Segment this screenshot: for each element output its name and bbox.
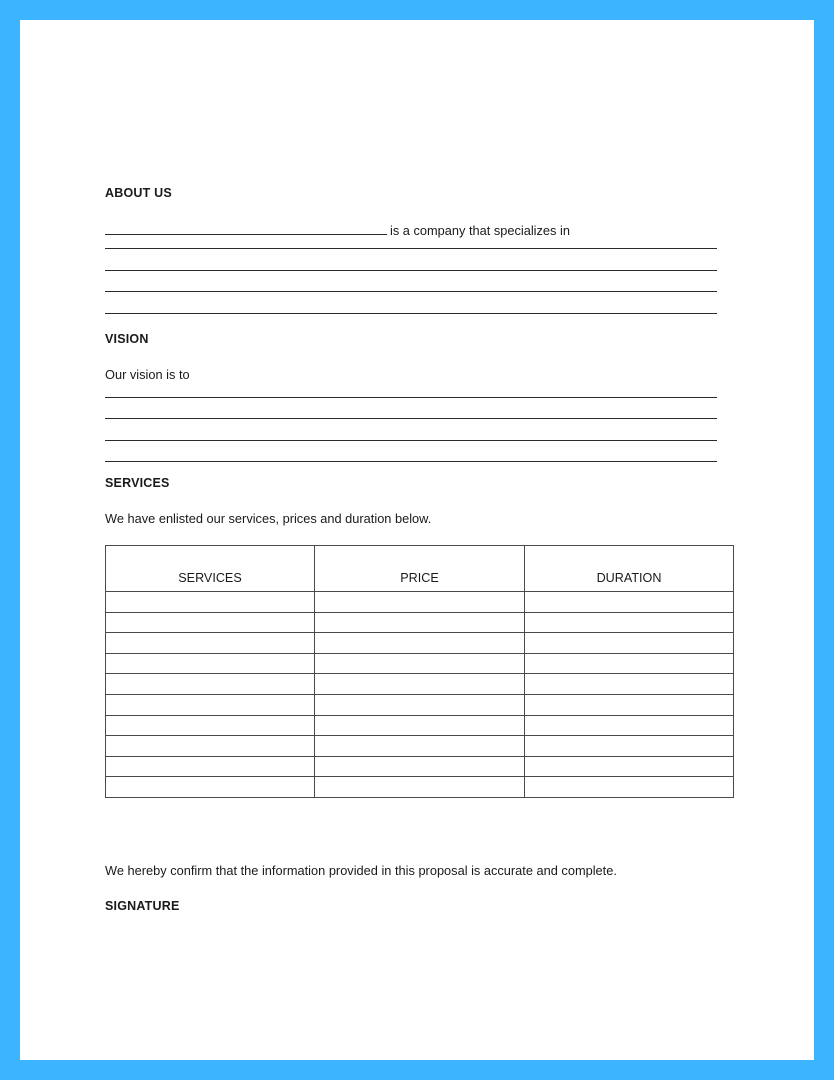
services-table-body: [106, 592, 734, 798]
table-row: [106, 592, 734, 613]
table-cell[interactable]: [315, 633, 525, 654]
table-cell[interactable]: [106, 633, 315, 654]
spacer: [105, 880, 735, 898]
table-cell[interactable]: [106, 736, 315, 757]
table-cell[interactable]: [525, 612, 734, 633]
table-cell[interactable]: [315, 777, 525, 798]
table-cell[interactable]: [106, 592, 315, 613]
vision-heading: VISION: [105, 331, 149, 346]
spacer: [105, 462, 735, 475]
company-name-blank-field[interactable]: [105, 221, 387, 235]
table-cell[interactable]: [315, 592, 525, 613]
table-row: [106, 736, 734, 757]
table-cell[interactable]: [525, 592, 734, 613]
spacer: [105, 419, 735, 440]
table-cell[interactable]: [106, 612, 315, 633]
services-section: [105, 475, 735, 798]
table-cell[interactable]: [106, 653, 315, 674]
table-cell[interactable]: [315, 612, 525, 633]
table-cell[interactable]: [315, 736, 525, 757]
confirmation-statement: We hereby confirm that the information provided in this proposal is accurate and complete.: [105, 862, 617, 878]
table-cell[interactable]: [315, 653, 525, 674]
spacer: [105, 271, 735, 292]
table-row: [106, 694, 734, 715]
spacer: [105, 398, 735, 419]
about-us-writing-lines: [105, 248, 735, 314]
table-cell[interactable]: [106, 756, 315, 777]
table-row: [106, 633, 734, 654]
table-cell[interactable]: [315, 756, 525, 777]
table-row: [106, 715, 734, 736]
signature-heading: SIGNATURE: [105, 898, 180, 913]
spacer: [105, 347, 735, 366]
column-header-duration: DURATION: [525, 546, 734, 592]
about-us-section: [105, 185, 735, 314]
spacer: [105, 201, 735, 221]
table-row: [106, 653, 734, 674]
table-cell[interactable]: [315, 694, 525, 715]
table-cell[interactable]: [315, 674, 525, 695]
about-us-sentence: [105, 221, 735, 240]
table-cell[interactable]: [525, 715, 734, 736]
table-cell[interactable]: [315, 715, 525, 736]
table-header-row: [106, 546, 734, 592]
spacer: [105, 384, 735, 397]
table-row: [106, 756, 734, 777]
about-us-sentence-tail: is a company that specializes in: [390, 223, 570, 238]
document-content: [105, 185, 735, 914]
spacer: [105, 798, 735, 862]
spacer: [105, 314, 735, 331]
about-us-heading: ABOUT US: [105, 186, 172, 200]
table-cell[interactable]: [525, 633, 734, 654]
table-cell[interactable]: [106, 715, 315, 736]
table-cell[interactable]: [525, 674, 734, 695]
table-row: [106, 674, 734, 695]
table-cell[interactable]: [525, 736, 734, 757]
table-cell[interactable]: [525, 777, 734, 798]
services-heading: SERVICES: [105, 476, 170, 490]
vision-writing-lines: [105, 397, 735, 463]
spacer: [105, 240, 735, 248]
table-cell[interactable]: [106, 674, 315, 695]
table-cell[interactable]: [525, 694, 734, 715]
spacer: [105, 249, 735, 270]
document-sheet: [20, 20, 814, 1060]
spacer: [105, 292, 735, 313]
table-row: [106, 612, 734, 633]
services-intro: We have enlisted our services, prices and duration below.: [105, 511, 432, 526]
vision-prompt: Our vision is to: [105, 366, 190, 382]
footer-section: [105, 862, 735, 914]
table-cell[interactable]: [525, 653, 734, 674]
spacer: [105, 441, 735, 462]
table-cell[interactable]: [525, 756, 734, 777]
column-header-services: SERVICES: [106, 546, 315, 592]
table-row: [106, 777, 734, 798]
vision-section: [105, 331, 735, 463]
table-cell[interactable]: [106, 777, 315, 798]
services-table: [105, 545, 734, 798]
services-table-head: [106, 546, 734, 592]
spacer: [105, 528, 735, 545]
column-header-price: PRICE: [315, 546, 525, 592]
spacer: [105, 491, 735, 510]
table-cell[interactable]: [106, 694, 315, 715]
